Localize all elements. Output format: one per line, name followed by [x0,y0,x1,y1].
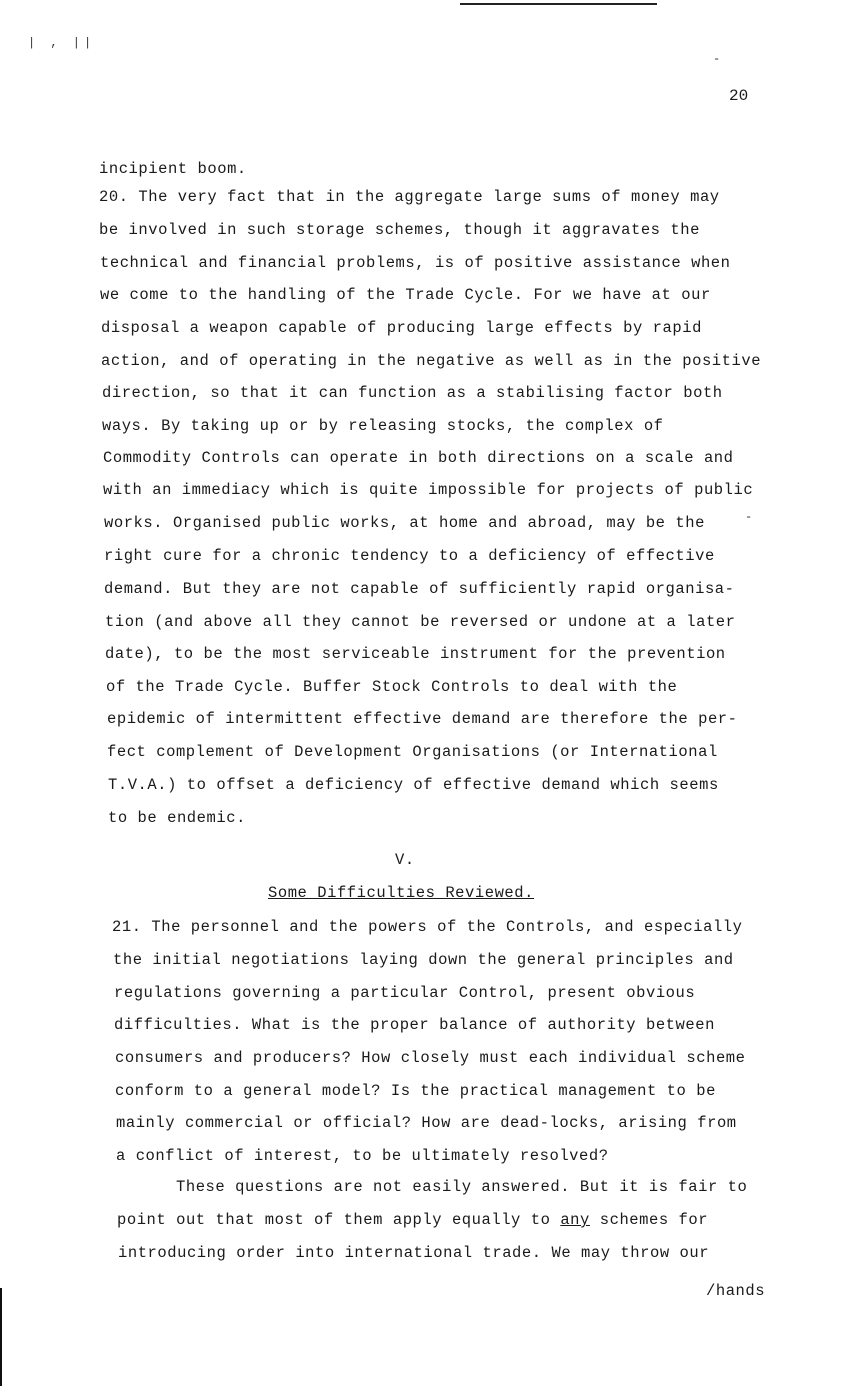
section-heading: Some Difficulties Reviewed. [268,884,534,902]
stray-mark: - [713,52,721,66]
text-line: be involved in such storage schemes, though it aggravates the [99,221,700,239]
text-line: epidemic of intermittent effective demand are therefore the per- [107,710,738,728]
text-line: of the Trade Cycle. Buffer Stock Controls to deal with the [106,678,678,696]
text-line: T.V.A.) to offset a deficiency of effective demand which seems [108,776,719,794]
text-line: introducing order into international trade. We may throw our [118,1244,710,1262]
text-line: demand. But they are not capable of sufficiently rapid organisa- [104,580,735,598]
text-line: 21. The personnel and the powers of the Controls, and especially [112,918,743,936]
text-line: to be endemic. [108,809,246,827]
text-line: date), to be the most serviceable instrument for the prevention [105,645,726,663]
text-line: tion (and above all they cannot be reversed or undone at a later [105,613,736,631]
text-line: works. Organised public works, at home and abroad, may be the [104,514,705,532]
text-line: mainly commercial or official? How are dead-locks, arising from [116,1114,737,1132]
text-line: incipient boom. [99,160,247,178]
text-line: a conflict of interest, to be ultimately resolved? [116,1147,609,1165]
text-line: 20. The very fact that in the aggregate large sums of money may [99,188,720,206]
text-line: technical and financial problems, is of positive assistance when [100,254,731,272]
text-line: disposal a weapon capable of producing large effects by rapid [101,319,702,337]
stray-mark: - [745,510,753,524]
text-line: conform to a general model? Is the practical management to be [115,1082,716,1100]
text-line: action, and of operating in the negative as well as in the positive [101,352,762,370]
page-number: 20 [729,87,749,105]
text-line: with an immediacy which is quite impossible for projects of public [103,481,754,499]
text-line: ways. By taking up or by releasing stocks, the complex of [102,417,664,435]
text-line: These questions are not easily answered. But it is fair to [176,1178,748,1196]
text-line [117,1211,708,1229]
text-line: right cure for a chronic tendency to a deficiency of effective [104,547,715,565]
text-line: we come to the handling of the Trade Cycle. For we have at our [100,286,711,304]
catchword: /hands [706,1282,766,1300]
text-line: the initial negotiations laying down the general principles and [113,951,734,969]
section-numeral: V. [395,851,415,869]
text-line: direction, so that it can function as a stabilising factor both [102,384,723,402]
text-line: regulations governing a particular Control, present obvious [114,984,696,1002]
margin-marks: | , || [28,36,96,50]
text-line: Commodity Controls can operate in both directions on a scale and [103,449,734,467]
top-edge-rule [460,3,657,5]
text-segment: schemes for [599,1211,709,1229]
left-margin-rule [0,1288,2,1386]
text-segment: point out that most of them apply equally to [117,1211,551,1229]
emphasis-underline: any [560,1211,590,1229]
text-line: fect complement of Development Organisations (or International [107,743,718,761]
text-line: consumers and producers? How closely must each individual scheme [115,1049,746,1067]
text-line: difficulties. What is the proper balance of authority between [114,1016,715,1034]
